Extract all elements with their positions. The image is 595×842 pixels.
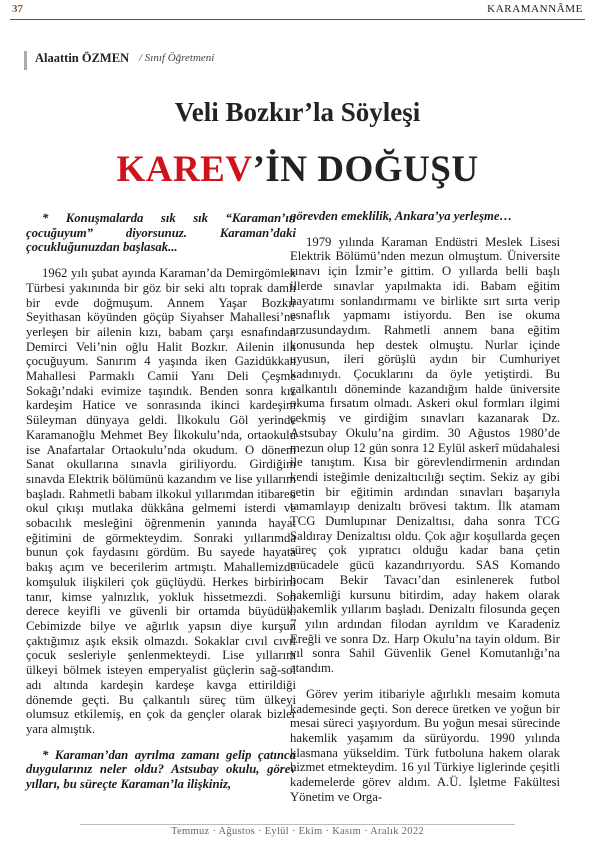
left-column bbox=[26, 211, 296, 792]
article-title bbox=[0, 148, 595, 191]
author-title: / Sınıf Öğretmeni bbox=[139, 52, 215, 64]
author-name: Alaattin ÖZMEN bbox=[35, 51, 130, 65]
interview-question: * Karaman’dan ayrılma zamanı gelip çatınca duygularınız neler oldu? Astsubay okulu, görev yılları, bu süreçte Karaman’la ilişkiniz, bbox=[26, 747, 296, 792]
interview-answer: 1962 yılı şubat ayında Karaman’da Demirgömlek Türbesi yakınında bir göz bir seki altı toprak damlı bir evde doğmuşum. Annem Yaşar Bozkır Seyithasan köyünden göçüp Siyahser Mahallesi’ne yerleşen bir ailenin kızı, babam çarşı esnafından Demirci Veli’nin oğlu Halit Bozkır. Ailenin ilk çocuğuyum. Sanırım 4 yaşında iken Gazidükkan Mahallesi Parmaklı Camii Yanı Deli Çeşme Sokağı’ndaki evimize taşındık. Benden sonra kız kardeşim Hatice ve sonrasında ikinci kardeşim Süleyman dünyaya geldi. İlkokulu Göl yerinde Karamanoğlu Mehmet Bey İlkokulu’nda, ortaokulu ise Anafartalar Ortaokulu’nda okudum. O dönem Sanat okullarına sınavla giriliyordu. Girdiğim sınavda Elektrik bölümünü kazandım ve lise yıllarım başladı. Rahmetli babam ilkokul yıllarımdan itibaren okul çıkışı mutlaka dükkâna gelmemi isterdi ve sobacılık mesleğini öğrenmenin yanında hayat eğitimini de görmekteydim. Sonraki yıllarımda bunun çok faydasını gördüm. Bu sayede hayata bakış açım ve becerilerim artmıştı. Mahallemizde komşuluk ilişkileri çok güçlüydü. Herkes birbirini tanır, kimse yalnızlık, yokluk hissetmezdi. Son derece keyifli ve güvenli bir ortamda büyüdük. Cebimizde bilye ve ağırlık yapsın diye kurşun çaktığımız aşık eksik olmazdı. Sokaklar cıvıl cıvıl çocuk sesleriyle şenlenmekteydi. Lise yıllarım ülkeyi bölmek isteyen emperyalist güçlerin sağ-sol adı altında kardeşin kardeşe kavga ettirildiği dönemde geçti. Bu çalkantılı süreç tüm ülkeyi olumsuz etkilemiş, en çok da gençler olarak bizler yara almıştık. bbox=[26, 266, 296, 736]
article-title-rest: ’İN DOĞUŞU bbox=[252, 149, 479, 190]
journal-name: KARAMANNÂME bbox=[487, 3, 583, 15]
interview-answer: Görev yerim itibariyle ağırlıklı mesaim komuta kademesinde geçti. Son derece üretken ve yoğun bir mesai süreci yaşıyordum. Bu yoğun mesai sürecinde hakemlik yaşamım da sürüyordu. 1990 yılında klasmana yükseldim. Türk futboluna hakem olarak hizmet etmekteydim. 16 yıl Türkiye liglerinde çeşitli kademelerde görev aldım. A.Ü. İşletme Fakültesi Yönetim ve Orga- bbox=[290, 686, 560, 804]
footer-divider bbox=[80, 824, 515, 825]
right-column bbox=[290, 209, 560, 804]
article-subtitle: Veli Bozkır’la Söyleşi bbox=[174, 97, 421, 127]
interview-question: * Konuşmalarda sık sık “Karaman’ın çocuğuyum” diyorsunuz. Karaman’daki çocukluğunuzdan başlasak... bbox=[26, 211, 296, 255]
issue-period: Temmuz · Ağustos · Eylül · Ekim · Kasım · Aralık 2022 bbox=[171, 826, 424, 837]
header-divider bbox=[10, 19, 585, 20]
interview-answer: 1979 yılında Karaman Endüstri Meslek Lisesi Elektrik Bölümü’nden mezun olmuştum. Üniversite sınavı için İzmir’e gittim. O yıllarda belli başlı illerde sınavlar yapılmakta idi. Babam eğitim hayatımı sonlandırmamı ve birlikte sırt sırta verip esnaflık yapmamı istiyordu. Ben ise okuma arzusundaydım. Rahmetli annem bana eğitim konusunda hep destek olmuştu. Nurlar içinde uyusun, ileri görüşlü aydın bir Cumhuriyet kadınıydı. Çocuklarını da öyle yetiştirdi. Bu çalkantılı döneminde kazandığım halde üniversite okuma fırsatım olmadı. Askeri okul formları ilgimi çekmiş ve girdiğim sınavları kazanarak Dz. Astsubay Okulu’na girdim. 30 Ağustos 1980’de mezun olup 12 gün sonra 12 Eylül askerî müdahalesi ile tanıştım. Kısa bir görevlendirmenin ardından kendi isteğimle denizaltıcılığı seçtim. Sekiz ay gibi çetin bir eğitimin ardından sınavları başarıyla tamamlayıp denizaltı brövesi taktım. İlk atamam TCG Dumlupınar Denizaltısı, daha sonra TCG Saldıray Denizaltısı oldu. Çok ağır koşullarda geçen süreç çok yıpratıcı olduğu kadar bana çetin mücadele gücü kazandırıyordu. SAS Komando hocam Bekir Tavacı’dan esinlenerek futbol hakemliği kursunu bitirdim, aday hakem olarak hakemlik yıllarım başladı. Denizaltı filosunda geçen 7 yılın ardından filodan ayrıldım ve Karadeniz Ereğli ve sonra Dz. Harp Okulu’na tayin oldum. Bir yıl sonra Sahil Güvenlik Genel Komutanlığı’na atandım. bbox=[290, 234, 560, 676]
article-title-highlight: KAREV bbox=[116, 149, 253, 190]
page-number: 37 bbox=[12, 3, 23, 15]
author-byline bbox=[24, 51, 257, 70]
interview-question-continued: görevden emeklilik, Ankara’ya yerleşme… bbox=[290, 209, 513, 223]
